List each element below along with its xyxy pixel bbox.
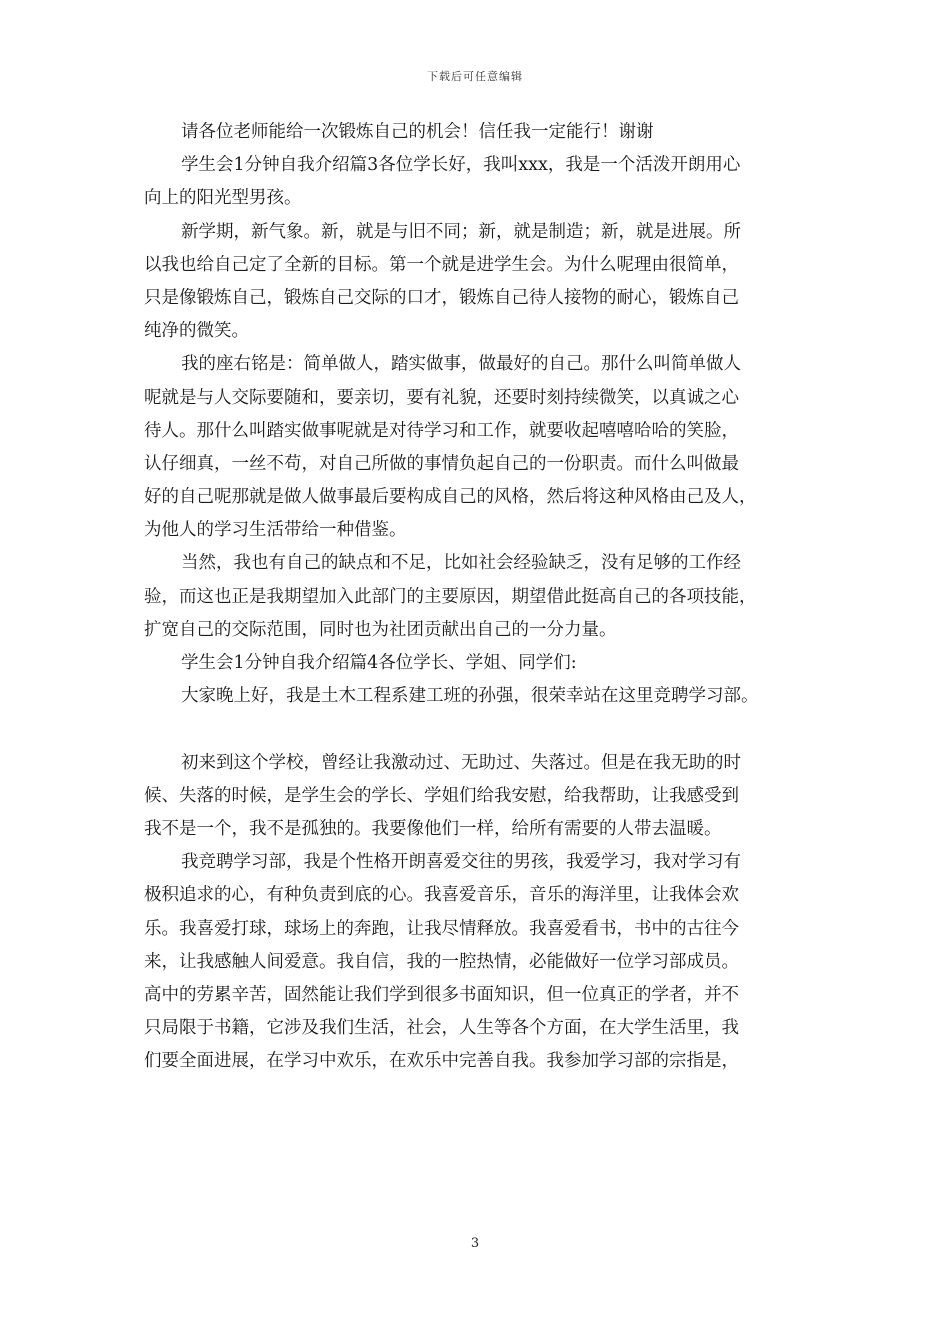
paragraph-line: 向上的阳光型男孩。: [144, 188, 302, 209]
paragraph-line: 我竞聘学习部，我是个性格开朗喜爱交往的男孩，我爱学习，我对学习有: [181, 852, 741, 873]
paragraph-line: 好的自己呢那就是做人做事最后要构成自己的风格，然后将这种风格由己及人，: [144, 487, 757, 508]
paragraph-line: 请各位老师能给一次锻炼自己的机会！信任我一定能行！谢谢: [181, 122, 654, 142]
paragraph-line: 们要全面进展，在学习中欢乐，在欢乐中完善自我。我参加学习部的宗指是，: [144, 1051, 739, 1072]
paragraph-line: 扩宽自己的交际范围，同时也为社团贡献出自己的一分力量。: [144, 619, 617, 640]
paragraph-line: 学生会1分钟自我介绍篇3各位学长好，我叫xxx，我是一个活泼开朗用心: [181, 155, 741, 176]
paragraph-line: 呢就是与人交际要随和，要亲切，要有礼貌，还要时刻持续微笑，以真诚之心: [144, 387, 739, 408]
paragraph-line: 只是像锻炼自己，锻炼自己交际的口才，锻炼自己待人接物的耐心，锻炼自己: [144, 287, 739, 308]
blank-line: [144, 713, 816, 746]
paragraph-line: 大家晚上好，我是土木工程系建工班的孙强，很荣幸站在这里竞聘学习部。: [181, 686, 759, 707]
paragraph-line: 我的座右铭是：简单做人，踏实做事，做最好的自己。那什么叫简单做人: [181, 354, 741, 375]
paragraph-line: 为他人的学习生活带给一种借鉴。: [144, 520, 407, 541]
paragraph-line: 纯净的微笑。: [144, 321, 249, 342]
paragraph-line: 当然，我也有自己的缺点和不足，比如社会经验缺乏，没有足够的工作经: [181, 553, 741, 574]
document-body: [144, 116, 816, 1078]
page-number: 3: [470, 1236, 480, 1251]
paragraph-line: 认仔细真，一丝不苟，对自己所做的事情负起自己的一份职责。而什么叫做最: [144, 453, 739, 474]
paragraph-line: 以我也给自己定了全新的目标。第一个就是进学生会。为什么呢理由很简单，: [144, 254, 739, 275]
page-header: 下载后可任意编辑: [427, 70, 523, 83]
paragraph-line: 来，让我感触人间爱意。我自信，我的一腔热情，必能做好一位学习部成员。: [144, 951, 739, 972]
paragraph-line: 初来到这个学校，曾经让我激动过、无助过、失落过。但是在我无助的时: [181, 752, 741, 773]
paragraph-line: 新学期，新气象。新，就是与旧不同；新，就是制造；新，就是进展。所: [181, 221, 741, 242]
paragraph-line: 乐。我喜爱打球，球场上的奔跑，让我尽情释放。我喜爱看书，书中的古往今: [144, 918, 739, 939]
paragraph-line: 极积追求的心，有种负责到底的心。我喜爱音乐，音乐的海洋里，让我体会欢: [144, 885, 739, 906]
paragraph-line: 高中的劳累辛苦，固然能让我们学到很多书面知识，但一位真正的学者，并不: [144, 984, 739, 1005]
paragraph-line: 验，而这也正是我期望加入此部门的主要原因，期望借此挺高自己的各项技能，: [144, 586, 757, 607]
paragraph-line: 我不是一个，我不是孤独的。我要像他们一样，给所有需要的人带去温暖。: [144, 818, 722, 839]
paragraph-line: 只局限于书籍，它涉及我们生活，社会，人生等各个方面，在大学生活里，我: [144, 1018, 739, 1039]
paragraph-line: 学生会1分钟自我介绍篇4各位学长、学姐、同学们:: [181, 653, 577, 673]
paragraph-line: 待人。那什么叫踏实做事呢就是对待学习和工作，就要收起嘻嘻哈哈的笑脸，: [144, 420, 739, 441]
paragraph-line: 候、失落的时候，是学生会的学长、学姐们给我安慰，给我帮助，让我感受到: [144, 785, 739, 806]
